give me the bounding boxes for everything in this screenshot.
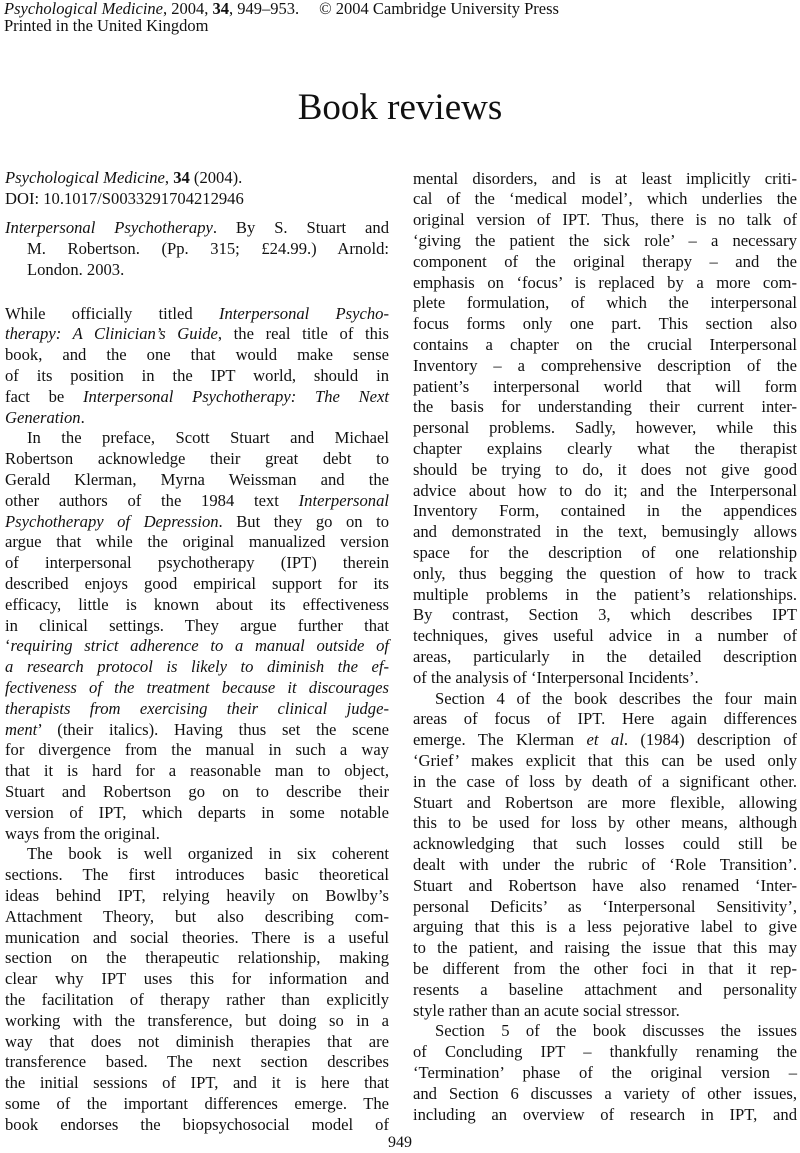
text-run: of interpersonal psychotherapy (IPT) therein: [5, 553, 389, 573]
text-run: clear why IPT uses this for information and: [5, 969, 389, 989]
text-run: the basis for understanding their current inter-: [413, 397, 797, 417]
text-line: [5, 427, 389, 448]
text-line: [413, 584, 797, 605]
text-line: [5, 864, 389, 885]
text-line: [5, 365, 389, 386]
text-line: [413, 1062, 797, 1083]
text-run: Attachment Theory, but also describing com-: [5, 906, 389, 926]
text-run: Section 5 of the book discusses the issues: [435, 1021, 797, 1041]
text-run: the facilitation of therapy rather than explicitly: [5, 990, 389, 1009]
text-run: working with the transference, but doing so in a: [5, 1010, 389, 1030]
text-run: some of the important differences emerge. The: [5, 1094, 389, 1113]
text-run: be different from the other foci in that it rep-: [413, 959, 797, 978]
text-line: [413, 1000, 797, 1021]
text-run: emphasis on ‘focus’ is replaced by a more com-: [413, 272, 797, 292]
text-line: [5, 531, 389, 552]
text-line: [413, 355, 797, 376]
text-line: [413, 1083, 797, 1104]
italic-text-run: ment: [5, 719, 38, 739]
text-line: [413, 750, 797, 771]
text-run: version of IPT, which departs in some notable: [5, 802, 389, 822]
text-line: [413, 625, 797, 646]
text-run: space for the description of one relationship: [413, 543, 797, 562]
text-run: Section 4 of the book describes the four main: [435, 688, 797, 708]
text-run: argue that while the original manualized version: [5, 532, 389, 552]
review-journal: Psychological Medicine: [5, 168, 165, 187]
text-run: should be trying to do, it does not give good: [413, 459, 797, 479]
text-line: [5, 677, 389, 698]
text-run: . But they go on to: [218, 511, 389, 531]
text-line: [5, 594, 389, 615]
text-line: [413, 792, 797, 813]
text-line: [413, 459, 797, 480]
text-run: transference based. The next section describes: [5, 1052, 389, 1072]
text-line: [413, 168, 797, 189]
text-run: . (1984) description of: [623, 730, 798, 750]
text-run: book endorses the biopsychosocial model of: [5, 1114, 389, 1134]
text-line: [5, 1010, 389, 1031]
text-run: munication and social theories. There is a useful: [5, 927, 389, 947]
text-line: [413, 833, 797, 854]
text-line: [5, 448, 389, 469]
text-run: ‘giving the patient the sick role’ – a necessary: [413, 231, 797, 250]
text-run: By contrast, Section 3, which describes IPT: [413, 605, 797, 625]
text-line: [413, 604, 797, 625]
text-line: [5, 843, 389, 864]
header-pages: , 949–953.: [228, 0, 300, 18]
text-run: and demonstrated in the text, bemusingly allows: [413, 522, 797, 542]
text-line: [5, 656, 389, 677]
text-run: patient’s interpersonal world that will form: [413, 376, 797, 396]
text-line: [413, 708, 797, 729]
text-line: [413, 292, 797, 313]
text-run: emerge. The Klerman: [413, 730, 587, 750]
text-line: [413, 542, 797, 563]
italic-text-run: et al: [586, 730, 624, 750]
text-run: book, and the one that would make sense: [5, 345, 389, 365]
review-doi: DOI: 10.1017/S0033291704212946: [5, 189, 244, 208]
text-run: of the analysis of ‘Interpersonal Incidents’.: [413, 667, 699, 687]
text-run: section on the therapeutic relationship, making: [5, 948, 389, 968]
text-line: [413, 1104, 797, 1125]
header-journal: Psychological Medicine: [4, 0, 163, 18]
text-line: [5, 407, 389, 428]
text-line: [413, 251, 797, 272]
italic-text-run: a research protocol is likely to diminish the ef-: [5, 657, 389, 677]
italic-text-run: therapy: A Clinician’s Guide: [5, 324, 218, 344]
text-line: [413, 313, 797, 334]
text-line: [5, 739, 389, 760]
text-run: way that does not diminish therapies that are: [5, 1031, 389, 1051]
text-line: [413, 480, 797, 501]
italic-text-run: therapists from exercising their clinical judge-: [5, 698, 389, 718]
text-run: contains a chapter on the crucial Interpersonal: [413, 335, 797, 354]
text-line: [413, 417, 797, 438]
review-volume: 34: [173, 168, 190, 187]
text-line: [413, 563, 797, 584]
text-line: [5, 490, 389, 511]
text-line: [5, 906, 389, 927]
text-line: [413, 521, 797, 542]
text-run: mental disorders, and is at least implicitly criti-: [413, 168, 797, 188]
text-line: [5, 1093, 389, 1114]
text-line: [413, 812, 797, 833]
text-run: ways from the original.: [5, 823, 160, 843]
text-line: [413, 688, 797, 709]
text-run: Inventory – a comprehensive description of the: [413, 355, 797, 375]
text-line: [5, 802, 389, 823]
text-line: [5, 885, 389, 906]
text-run: for divergence from the manual in such a way: [5, 740, 389, 760]
text-run: London. 2003.: [27, 259, 125, 279]
text-run: Stuart and Robertson are more flexible, allowing: [413, 792, 797, 812]
text-line: [413, 729, 797, 750]
text-run: cal of the ‘medical model’, which underlies the: [413, 189, 797, 209]
text-run: to the patient, and raising the issue that this may: [413, 938, 797, 958]
text-run: ‘Termination’ phase of the original version –: [413, 1063, 797, 1082]
text-line: [413, 1041, 797, 1062]
text-run: in clinical settings. They argue further that: [5, 615, 389, 635]
text-line: [413, 854, 797, 875]
text-run: efficacy, little is known about its effectiveness: [5, 594, 389, 614]
text-run: M. Robertson. (Pp. 315; £24.99.) Arnold:: [27, 238, 389, 258]
italic-text-run: Interpersonal Psycho-: [218, 303, 389, 323]
italic-text-run: Interpersonal Psychotherapy: [5, 218, 213, 237]
text-line: [5, 1114, 389, 1135]
text-line: [413, 958, 797, 979]
text-line: [5, 947, 389, 968]
text-line: [5, 469, 389, 490]
header-copyright: © 2004 Cambridge University Press: [319, 0, 559, 18]
text-line: [413, 438, 797, 459]
text-line: [5, 781, 389, 802]
header-volume: 34: [212, 0, 229, 18]
text-run: personal problems. Sadly, however, while this: [413, 418, 797, 438]
text-line: [5, 238, 389, 259]
text-line: [5, 1072, 389, 1093]
text-run: While officially titled: [5, 303, 219, 323]
text-line: [5, 719, 389, 740]
review-journal-line: Psychological Medicine, 34 (2004).: [5, 168, 243, 187]
text-run: only, thus begging the question of how to track: [413, 563, 797, 583]
text-run: Gerald Klerman, Myrna Weissman and the: [5, 470, 389, 489]
text-run: plete formulation, of which the interpersonal: [413, 293, 797, 313]
text-run: ‘Grief’ makes explicit that this can be used only: [413, 751, 797, 770]
text-run: areas, particularly in the detailed description: [413, 647, 797, 666]
text-run: techniques, gives useful advice in a number of: [413, 626, 797, 646]
text-run: ideas behind IPT, relying heavily on Bowlby’s: [5, 886, 389, 905]
header-year: , 2004,: [162, 0, 213, 18]
text-run: component of the original therapy – and the: [413, 251, 797, 271]
text-run: The book is well organized in six coherent: [27, 844, 389, 864]
text-run: described enjoys good empirical support for its: [5, 574, 389, 593]
text-line: [5, 698, 389, 719]
text-run: arguing that this is a less pejorative label to give: [413, 917, 797, 937]
text-run: Inventory Form, contained in the appendices: [413, 501, 797, 521]
text-line: [5, 1031, 389, 1052]
text-run: fact be: [5, 386, 84, 406]
text-run: In the preface, Scott Stuart and Michael: [27, 428, 389, 448]
text-line: [413, 667, 797, 688]
italic-text-run: Psychotherapy of Depression: [5, 511, 219, 531]
text-run: the initial sessions of IPT, and it is here that: [5, 1073, 389, 1093]
text-run: Stuart and Robertson go on to describe their: [5, 782, 389, 801]
page-number: 949: [388, 1134, 412, 1151]
text-line: [413, 979, 797, 1000]
italic-text-run: Interpersonal: [298, 490, 389, 510]
text-run: multiple problems in the patient’s relationships.: [413, 584, 797, 604]
text-run: original version of IPT. Thus, there is no talk of: [413, 210, 797, 230]
text-line: [413, 500, 797, 521]
text-line: [5, 259, 389, 280]
text-run: sections. The first introduces basic theoretical: [5, 865, 389, 885]
text-line: [5, 615, 389, 636]
text-line: [5, 927, 389, 948]
text-line: [413, 230, 797, 251]
text-line: [413, 396, 797, 417]
text-line: [5, 760, 389, 781]
text-run: of Concluding IPT – thankfully renaming the: [413, 1042, 797, 1062]
text-line: [413, 771, 797, 792]
text-line: [413, 376, 797, 397]
text-line: [413, 916, 797, 937]
text-line: [5, 344, 389, 365]
text-run: resents a baseline attachment and personality: [413, 979, 797, 999]
italic-text-run: fectiveness of the treatment because it discourages: [5, 678, 389, 697]
text-run: ’ (their italics). Having thus set the scene: [37, 719, 389, 739]
text-run: areas of focus of IPT. Here again differences: [413, 709, 797, 729]
text-run: focus forms only one part. This section also: [413, 314, 797, 334]
text-run: that it is hard for a reasonable man to object,: [5, 761, 389, 781]
text-run: ‘: [5, 636, 11, 656]
text-line: [413, 209, 797, 230]
section-title: Book reviews: [297, 87, 503, 128]
text-line: [5, 217, 389, 238]
text-run: Stuart and Robertson have also renamed ‘Inter-: [413, 875, 797, 895]
text-line: [5, 635, 389, 656]
text-line: [413, 937, 797, 958]
text-run: , the real title of this: [217, 324, 389, 344]
text-line: [5, 989, 389, 1010]
text-run: . By S. Stuart and: [212, 218, 389, 237]
text-line: [5, 323, 389, 344]
text-run: dealt with under the rubric of ‘Role Transition’.: [413, 855, 797, 874]
italic-text-run: Interpersonal Psychotherapy: The Next: [83, 386, 389, 406]
text-run: personal Deficits’ as ‘Interpersonal Sensitivity’,: [413, 896, 797, 916]
text-run: including an overview of research in IPT, and: [413, 1104, 797, 1124]
text-run: .: [80, 407, 85, 427]
text-line: [413, 896, 797, 917]
header-printed: Printed in the United Kingdom: [4, 16, 209, 35]
text-line: [413, 188, 797, 209]
italic-text-run: Generation: [5, 407, 81, 427]
text-line: [5, 511, 389, 532]
text-run: in the case of loss by death of a significant other.: [413, 771, 797, 791]
text-line: [413, 334, 797, 355]
text-run: advice about how to do it; and the Interpersonal: [413, 480, 797, 500]
text-run: of its position in the IPT world, should in: [5, 366, 389, 385]
review-year: (2004).: [189, 168, 243, 187]
text-line: [5, 386, 389, 407]
text-line: [413, 272, 797, 293]
text-line: [5, 1051, 389, 1072]
text-line: [5, 552, 389, 573]
italic-text-run: requiring strict adherence to a manual outside of: [10, 636, 389, 656]
text-line: [413, 875, 797, 896]
text-run: other authors of the 1984 text: [5, 490, 299, 510]
text-line: [5, 573, 389, 594]
text-run: chapter explains clearly what the therapist: [413, 439, 797, 458]
text-line: [5, 823, 389, 844]
text-run: style rather than an acute social stressor.: [413, 1000, 680, 1020]
text-run: and Section 6 discusses a variety of other issues,: [413, 1083, 797, 1103]
text-line: [413, 646, 797, 667]
text-line: [5, 303, 389, 324]
text-run: Robertson acknowledge their great debt to: [5, 449, 389, 469]
text-run: acknowledging that such losses could still be: [413, 834, 797, 854]
text-line: [413, 1020, 797, 1041]
text-line: [5, 968, 389, 989]
text-run: this to be used for loss by other means, although: [413, 813, 797, 833]
